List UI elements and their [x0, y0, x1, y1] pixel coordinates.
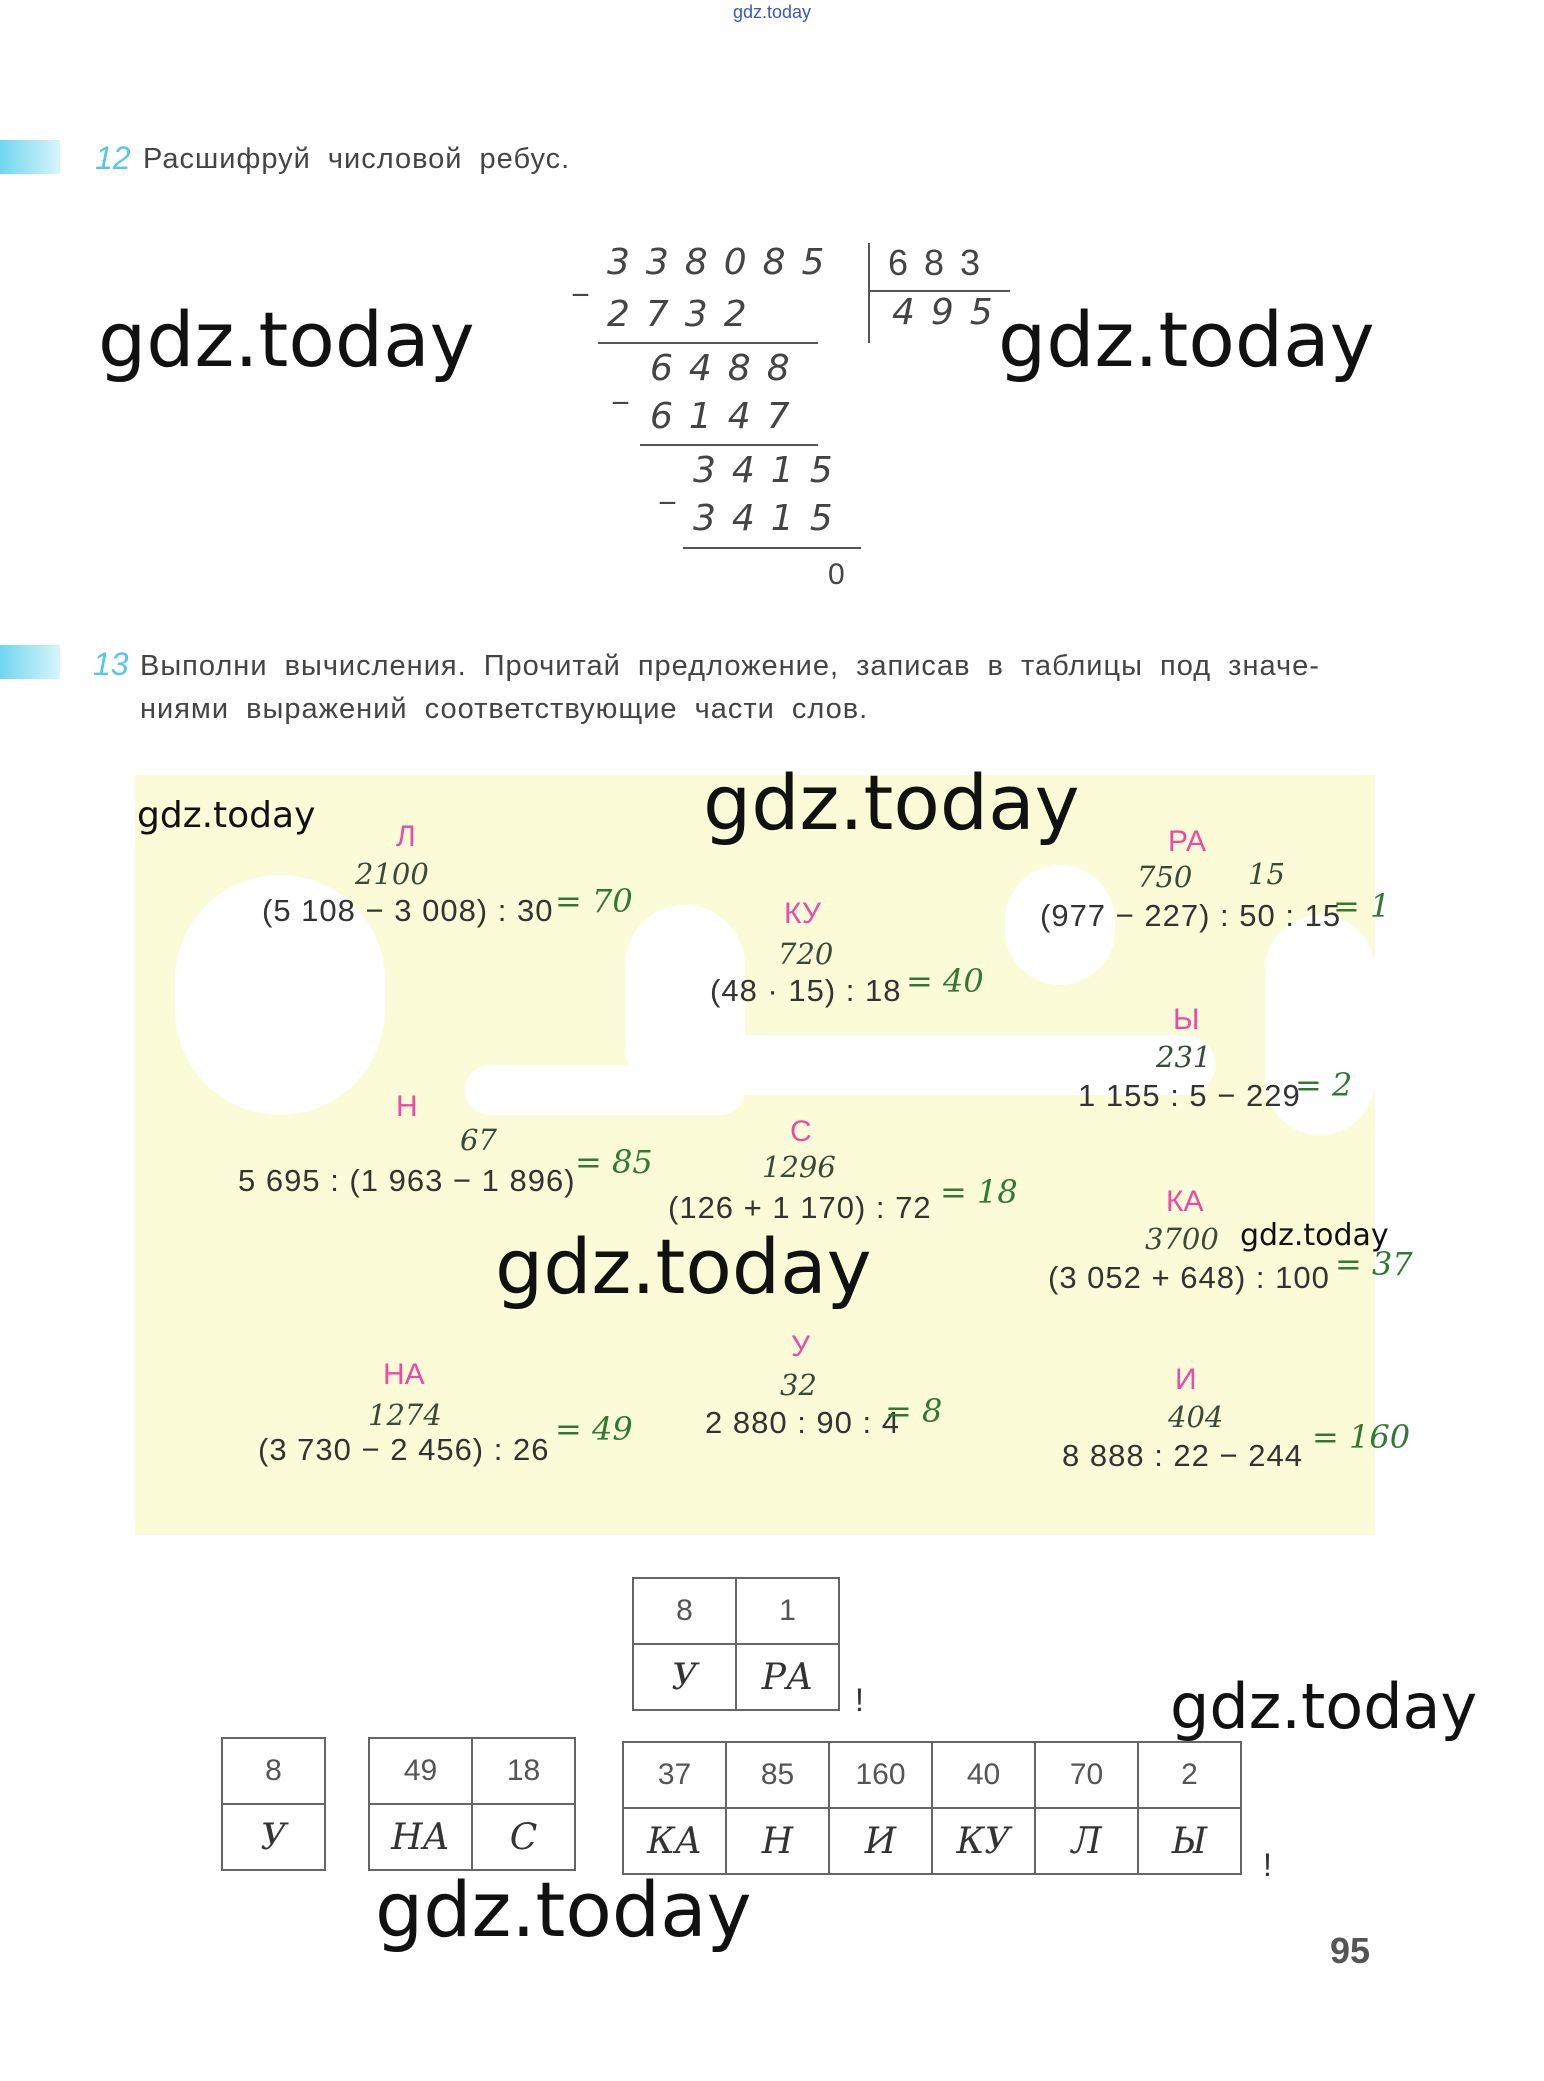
task-13-text-line1: Выполни вычисления. Прочитай предложение, записав в таблицы под значе- — [140, 650, 1320, 682]
letter-na: НА — [383, 1358, 425, 1391]
table-cell: И — [829, 1808, 932, 1874]
task-12-text: Расшифруй числовой ребус. — [143, 143, 571, 175]
letter-y: Ы — [1173, 1003, 1200, 1036]
result-y: = 2 — [1295, 1066, 1353, 1104]
minus-sign-1: _ — [573, 262, 588, 297]
table-cell: Ы — [1138, 1808, 1241, 1874]
table-cell: 2 — [1138, 1742, 1241, 1808]
watermark: gdz.today — [375, 1865, 752, 1954]
result-n: = 85 — [575, 1143, 653, 1181]
intermediate2-ra: 15 — [1248, 857, 1285, 891]
answer-table-4 — [622, 1741, 1242, 1875]
table-cell: 85 — [726, 1742, 829, 1808]
letter-i: И — [1175, 1363, 1197, 1396]
minus-sign-2: _ — [613, 370, 628, 405]
dividend: 338085 — [607, 242, 841, 283]
table-cell: КУ — [932, 1808, 1035, 1874]
intermediate-s: 1296 — [762, 1150, 836, 1184]
table-cell: КА — [623, 1808, 726, 1874]
divisor: 683 — [888, 242, 997, 283]
watermark: gdz.today — [137, 795, 316, 836]
expression-y: 1 155 : 5 − 229 — [1078, 1078, 1301, 1113]
expression-ka: (3 052 + 648) : 100 — [1048, 1260, 1330, 1295]
table-cell: 160 — [829, 1742, 932, 1808]
underline-1 — [598, 342, 818, 344]
table-cell: С — [472, 1804, 575, 1870]
result-i: = 160 — [1312, 1418, 1411, 1456]
table-cell: 70 — [1035, 1742, 1138, 1808]
decor-blob — [465, 1065, 745, 1115]
expression-n: 5 695 : (1 963 − 1 896) — [238, 1163, 576, 1198]
table-cell: Н — [726, 1808, 829, 1874]
expression-i: 8 888 : 22 − 244 — [1062, 1438, 1303, 1473]
watermark: gdz.today — [1170, 1670, 1478, 1743]
intermediate-i: 404 — [1168, 1400, 1224, 1434]
task-13-tab-marker — [0, 645, 60, 679]
intermediate-ku: 720 — [778, 937, 834, 971]
table-cell: У — [222, 1804, 325, 1870]
remainder-2: 3415 — [693, 450, 849, 491]
letter-ka: КА — [1166, 1185, 1204, 1218]
minus-sign-3: _ — [660, 470, 675, 505]
table-cell: 49 — [369, 1738, 472, 1804]
answer-table-1 — [632, 1577, 840, 1711]
task-12-tab-marker — [0, 140, 60, 174]
letter-ku: КУ — [784, 897, 821, 930]
result-na: = 49 — [555, 1410, 633, 1448]
top-watermark: gdz.today — [732, 2, 812, 22]
table-cell: Л — [1035, 1808, 1138, 1874]
quotient: 495 — [892, 292, 1009, 333]
watermark: gdz.today — [1240, 1218, 1389, 1253]
expression-s: (126 + 1 170) : 72 — [668, 1190, 932, 1225]
table-cell: 18 — [472, 1738, 575, 1804]
letter-s: С — [790, 1115, 812, 1148]
table-cell: 40 — [932, 1742, 1035, 1808]
watermark: gdz.today — [998, 295, 1375, 384]
answer-table-2 — [221, 1737, 326, 1871]
intermediate-u: 32 — [780, 1368, 817, 1402]
table-cell: У — [633, 1644, 736, 1710]
result-l: = 70 — [555, 882, 633, 920]
result-s: = 18 — [940, 1173, 1018, 1211]
intermediate-na: 1274 — [368, 1398, 442, 1432]
intermediate-ra: 750 — [1137, 860, 1193, 894]
expression-na: (3 730 − 2 456) : 26 — [258, 1432, 550, 1467]
table-cell: 37 — [623, 1742, 726, 1808]
subtrahend-2: 6147 — [650, 396, 806, 437]
expression-l: (5 108 − 3 008) : 30 — [262, 893, 554, 928]
division-bar-vertical — [868, 243, 870, 343]
intermediate-l: 2100 — [355, 857, 429, 891]
letter-n: Н — [396, 1090, 418, 1123]
task-13-text-line2: ниями выражений соответствующие части слов. — [140, 693, 869, 725]
result-ra: = 1 — [1333, 887, 1391, 925]
letter-u: У — [791, 1330, 811, 1363]
underline-3 — [683, 547, 861, 549]
exclamation-1: ! — [855, 1682, 864, 1718]
task-12-number: 12 — [95, 140, 131, 176]
watermark: gdz.today — [98, 295, 475, 384]
subtrahend-3: 3415 — [693, 498, 849, 539]
intermediate-y: 231 — [1156, 1040, 1212, 1074]
result-u: = 8 — [885, 1392, 943, 1430]
result-ku: = 40 — [906, 962, 984, 1000]
expression-u: 2 880 : 90 : 4 — [705, 1405, 900, 1440]
letter-ra: РА — [1168, 825, 1207, 858]
watermark: gdz.today — [495, 1222, 872, 1311]
table-cell: НА — [369, 1804, 472, 1870]
intermediate-n: 67 — [460, 1123, 497, 1157]
table-cell: 8 — [633, 1578, 736, 1644]
watermark: gdz.today — [703, 758, 1080, 847]
table-cell: 1 — [736, 1578, 839, 1644]
remainder-1: 6488 — [650, 348, 806, 389]
table-cell: РА — [736, 1644, 839, 1710]
underline-2 — [640, 444, 818, 446]
subtrahend-1: 2732 — [607, 294, 763, 335]
final-remainder: 0 — [828, 558, 861, 591]
table-cell: 8 — [222, 1738, 325, 1804]
expression-ra: (977 − 227) : 50 : 15 — [1040, 898, 1342, 933]
exclamation-2: ! — [1263, 1847, 1272, 1883]
intermediate-ka: 3700 — [1145, 1222, 1219, 1256]
page-number: 95 — [1330, 1930, 1371, 1971]
letter-l: Л — [396, 820, 416, 853]
answer-table-3 — [368, 1737, 576, 1871]
expression-ku: (48 · 15) : 18 — [710, 973, 902, 1008]
task-13-number: 13 — [93, 646, 129, 682]
result-ka: = 37 — [1335, 1245, 1413, 1283]
